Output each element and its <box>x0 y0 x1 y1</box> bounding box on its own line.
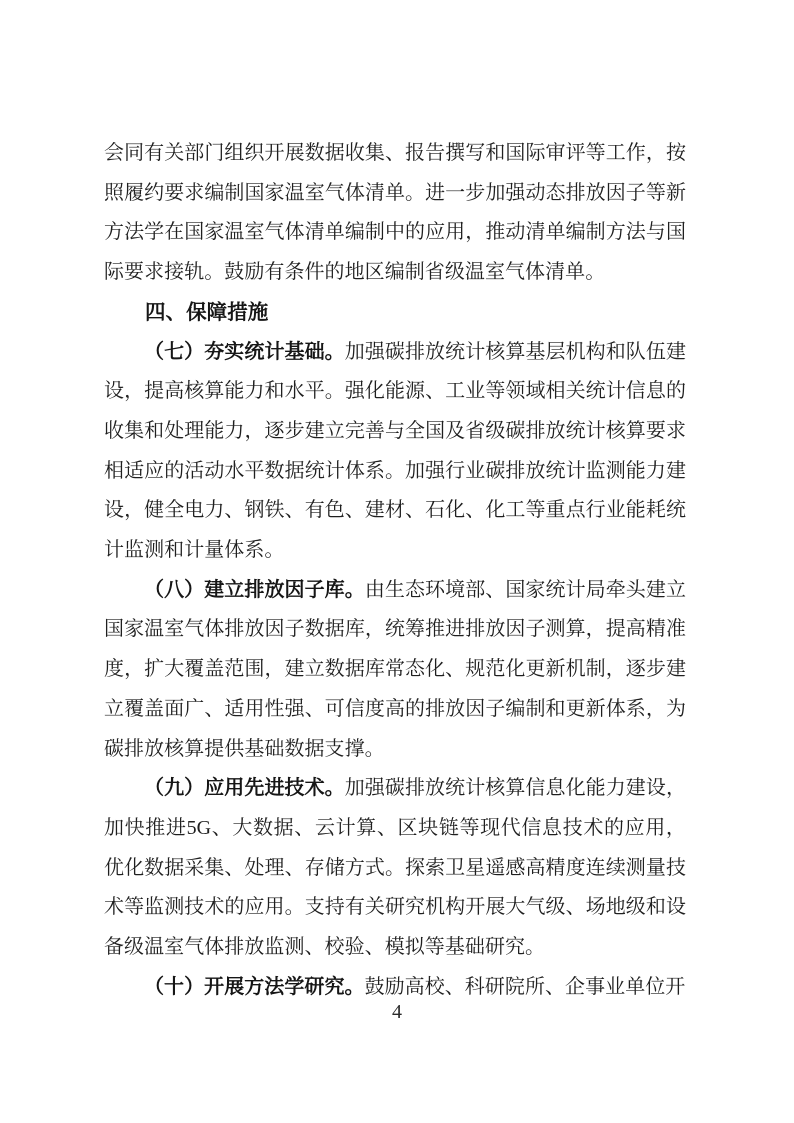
clause-9-lead: （九）应用先进技术。 <box>144 777 345 800</box>
clause-8-body: 由生态环境部、国家统计局牵头建立国家温室气体排放因子数据库，统筹推进排放因子测算，提高精准度，扩大覆盖范围，建立数据库常态化、规范化更新机制，逐步建立覆盖面广、适用性强、可信度高的排放因子编制和更新体系，为碳排放核算提供基础数据支撑。 <box>104 578 686 760</box>
section-heading: 四、保障措施 <box>145 300 269 324</box>
clause-7-lead: （七）夯实统计基础。 <box>144 340 345 363</box>
continuation-paragraph: 会同有关部门组织开展数据收集、报告撰写和国际审评等工作，按照履约要求编制国家温室气体清单。进一步加强动态排放因子等新方法学在国家温室气体清单编制中的应用，推动清单编制方法与国际要求接轨。鼓励有条件的地区编制省级温室气体清单。 <box>104 142 686 284</box>
clause-10-lead: （十）开展方法学研究。 <box>144 975 365 998</box>
clause-9-body: 加强碳排放统计核算信息化能力建设，加快推进5G、大数据、云计算、区块链等现代信息技术的应用，优化数据采集、处理、存储方式。探索卫星遥感高精度连续测量技术等监测技术的应用。支持有关研究机构开展大气级、场地级和设备级温室气体排放监测、校验、模拟等基础研究。 <box>104 777 686 959</box>
clause-paragraph <box>104 769 686 968</box>
clause-10-body: 鼓励高校、科研院所、企事业单位开 <box>364 975 686 998</box>
clause-paragraph <box>104 333 686 571</box>
clause-paragraph <box>104 571 686 770</box>
page-number: 4 <box>392 1001 402 1023</box>
clause-8-lead: （八）建立排放因子库。 <box>144 578 365 601</box>
page-body-text <box>104 134 686 1007</box>
clause-7-body: 加强碳排放统计核算基层机构和队伍建设，提高核算能力和水平。强化能源、工业等领域相关统计信息的收集和处理能力，逐步建立完善与全国及省级碳排放统计核算要求相适应的活动水平数据统计体系。加强行业碳排放统计监测能力建设，健全电力、钢铁、有色、建材、石化、化工等重点行业能耗统计监测和计量体系。 <box>104 340 686 562</box>
